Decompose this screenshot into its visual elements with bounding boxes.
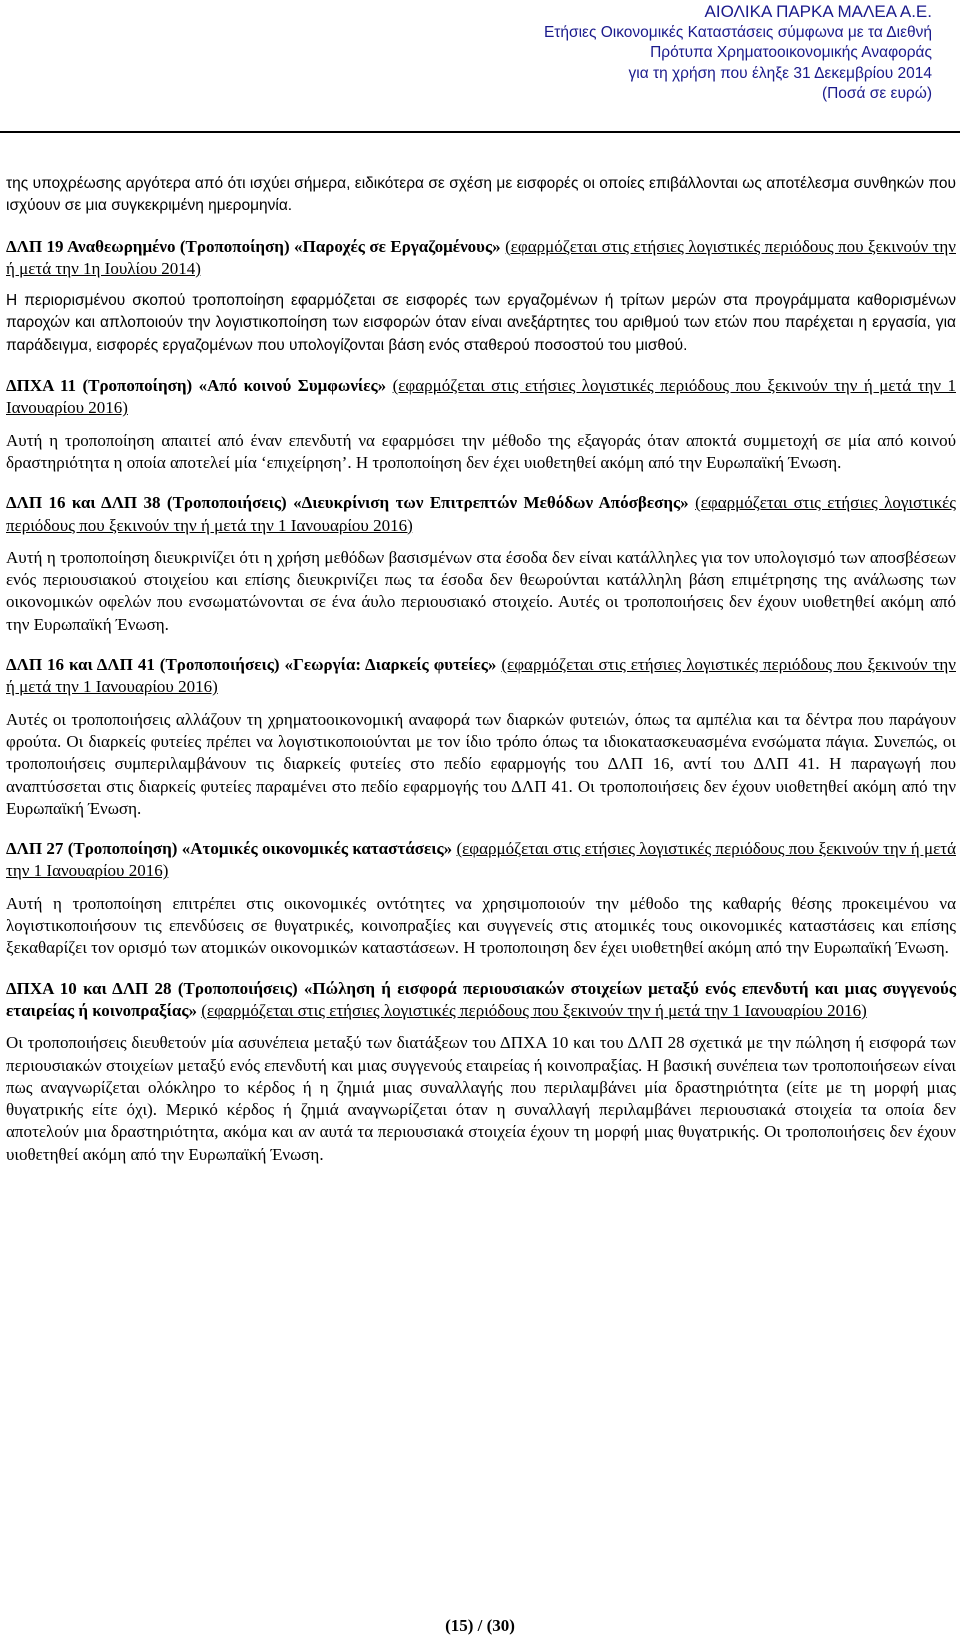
section-body-ifrs10-ias28: Οι τροποποιήσεις διευθετούν μία ασυνέπεια μεταξύ των διατάξεων του ΔΠΧΑ 10 και του ΔΛΠ 28 σχετικά με την πώληση ή εισφορά των περιουσιακών στοιχείων μεταξύ ενός επενδυτή και μιας συγγενούς εταιρείας ή κοινοπραξίας. Η βασική συνέπεια των τροποποιήσεων είναι πως αναγνωρίζεται ολόκληρο το κέρδος ή η ζημιά μιας συναλλαγής που περιλαμβάνει μία δραστηριότητα (είτε με τη μορφή μιας θυγατρικής είτε όχι). Μερικό κέρδος ή ζημιά αναγνωρίζεται όταν η συναλλαγή περιλαμβάνει περιουσιακά στοιχεία τα οποία δεν αποτελούν μια δραστηριότητα, ακόμα και αν αυτά τα περιουσιακά στοιχεία έχουν τη μορφή μιας θυγατρικής. Οι τροποποιήσεις δεν έχουν υιοθετηθεί ακόμη από την Ευρωπαϊκή Ένωση. xyxy=(6,1033,956,1164)
section-title: ΔΠΧΑ 11 (Τροποποίηση) «Από κοινού Συμφωνίες» xyxy=(6,376,387,396)
header-divider xyxy=(0,131,960,133)
report-header xyxy=(544,2,932,105)
section-effective-date: (εφαρμόζεται στις ετήσιες λογιστικές περιόδους που ξεκινούν την ή μετά την 1 Ιανουαρίου 2016) xyxy=(6,655,956,697)
section-effective-date: (εφαρμόζεται στις ετήσιες λογιστικές περιόδους που ξεκινούν την ή μετά την 1 Ιανουαρίου 2016) xyxy=(6,493,957,535)
section-heading-ias19 xyxy=(6,236,956,281)
section-title: ΔΛΠ 16 και ΔΛΠ 41 (Τροποποιήσεις) «Γεωργία: Διαρκείς φυτείες» xyxy=(6,655,497,675)
section-heading-ifrs11 xyxy=(6,375,956,420)
report-period: για τη χρήση που έληξε 31 Δεκεμβρίου 2014 xyxy=(628,64,932,82)
section-heading-ias16-ias38 xyxy=(6,492,956,537)
section-title: ΔΛΠ 16 και ΔΛΠ 38 (Τροποποιήσεις) «Διευκρίνιση των Επιτρεπτών Μεθόδων Απόσβεσης» xyxy=(6,493,689,513)
report-subtitle-line-2: Πρότυπα Χρηματοοικονομικής Αναφοράς xyxy=(650,44,932,61)
section-title: ΔΛΠ 19 Αναθεωρημένο (Τροποποίηση) «Παροχές σε Εργαζομένους» xyxy=(6,236,501,256)
section-effective-date: (εφαρμόζεται στις ετήσιες λογιστικές περιόδους που ξεκινούν την ή μετά την 1 Ιανουαρίου 2016) xyxy=(6,839,956,881)
section-effective-date: (εφαρμόζεται στις ετήσιες λογιστικές περιόδους που ξεκινούν την ή μετά την 1η Ιουλίου 2014) xyxy=(6,236,956,278)
intro-paragraph: της υποχρέωσης αργότερα από ότι ισχύει σήμερα, ειδικότερα σε σχέση με εισφορές οι οποίες επιβάλλονται ως αποτέλεσμα συνθηκών που ισχύουν σε μια συγκεκριμένη ημερομηνία. xyxy=(6,175,956,215)
section-heading-ifrs10-ias28 xyxy=(6,978,956,1023)
page-number: (15) / (30) xyxy=(445,1616,515,1635)
section-body-ias16-ias41: Αυτές οι τροποποιήσεις αλλάζουν τη χρηματοοικονομική αναφορά των διαρκών φυτειών, όπως τα αμπέλια και τα δέντρα που παράγουν φρούτα. Οι διαρκείς φυτείες πρέπει να λογιστικοποιούνται με τον ίδιο τρόπο όπως τα ιδιοκατασκευασμένα ενσώματα πάγια. Συνεπώς, οι τροποποιήσεις συμπεριλαμβάνουν τις διαρκείς φυτείες στο πεδίο εφαρμογής του ΔΛΠ 16, αντί του ΔΛΠ 41. Η παραγωγή που αναπτύσσεται στις διαρκείς φυτείες παραμένει στο πεδίο εφαρμογής του ΔΛΠ 41. Οι τροποποιήσεις δεν έχουν υιοθετηθεί ακόμη από την Ευρωπαϊκή Ένωση. xyxy=(6,709,956,818)
section-heading-ias27 xyxy=(6,838,956,883)
section-body-ias19: Η περιορισμένου σκοπού τροποποίηση εφαρμόζεται σε εισφορές των εργαζομένων ή τρίτων μερών στα προγράμματα καθορισμένων παροχών και απλοποιούν την λογιστικοποίηση των εισφορών όταν είναι ανεξάρτητες του αριθμού των ετών που παρέχεται η εργασία, για παράδειγμα, εισφορές εργαζομένων που υπολογίζονται βάση ενός σταθερού ποσοστού του μισθού. xyxy=(6,292,956,354)
company-name: ΑΙΟΛΙΚΑ ΠΑΡΚΑ ΜΑΛΕΑ Α.Ε. xyxy=(704,2,932,21)
section-heading-ias16-ias41 xyxy=(6,654,956,699)
section-effective-date: (εφαρμόζεται στις ετήσιες λογιστικές περιόδους που ξεκινούν την ή μετά την 1 Ιανουαρίου 2016) xyxy=(201,1000,867,1020)
section-body-ifrs11: Αυτή η τροποποίηση απαιτεί από έναν επενδυτή να εφαρμόσει την μέθοδο της εξαγοράς όταν αποκτά συμμετοχή σε μία από κοινού δραστηριότητα η οποία αποτελεί μία ‘επιχείρηση’. Η τροποποίηση δεν έχει υιοθετηθεί ακόμη από την Ευρωπαϊκή Ένωση. xyxy=(6,430,956,472)
section-body-ias27: Αυτή η τροποποίηση επιτρέπει στις οικονομικές οντότητες να χρησιμοποιούν την μέθοδο της καθαρής θέσης προκειμένου να λογιστικοποιήσουν τις επενδύσεις σε θυγατρικές, κοινοπραξίες και συγγενείς στις ατομικές τους οικονομικές καταστάσεις και επίσης ξεκαθαρίζει τον ορισμό των ατομικών οικονομικών καταστάσεων. Η τροποποιηση δεν έχει υιοθετηθεί ακόμη από την Ευρωπαϊκή Ένωση. xyxy=(6,893,956,958)
section-body-ias16-ias38: Αυτή η τροποποίηση διευκρινίζει ότι η χρήση μεθόδων βασισμένων στα έσοδα δεν είναι κατάλληλες για τον υπολογισμό των αποσβέσεων ενός περιουσιακού στοιχείου και επίσης διευκρινίζει πως τα έσοδα δεν θεωρούνται κατάλληλη βάση επιμέτρησης της ανάλωσης των οικονομικών οφελών που ενσωματώνονται σε ένα άυλο περιουσιακό στοιχείο. Αυτές οι τροποποιήσεις δεν έχουν υιοθετηθεί ακόμη από την Ευρωπαϊκή Ένωση. xyxy=(6,547,956,634)
section-title: ΔΛΠ 27 (Τροποποίηση) «Ατομικές οικονομικές καταστάσεις» xyxy=(6,839,453,859)
report-subtitle-line-1: Ετήσιες Οικονομικές Καταστάσεις σύμφωνα με τα Διεθνή xyxy=(543,23,932,41)
currency-note: (Ποσά σε ευρώ) xyxy=(821,85,932,102)
section-effective-date: (εφαρμόζεται στις ετήσιες λογιστικές περιόδους που ξεκινούν την ή μετά την 1 Ιανουαρίου 2016) xyxy=(6,376,956,418)
document-body xyxy=(6,173,956,1166)
section-title: ΔΠΧΑ 10 και ΔΛΠ 28 (Τροποποιήσεις) «Πώληση ή εισφορά περιουσιακών στοιχείων μεταξύ ενός επενδυτή και μιας συγγενούς εταιρείας ή κοινοπραξίας» xyxy=(6,978,956,1020)
